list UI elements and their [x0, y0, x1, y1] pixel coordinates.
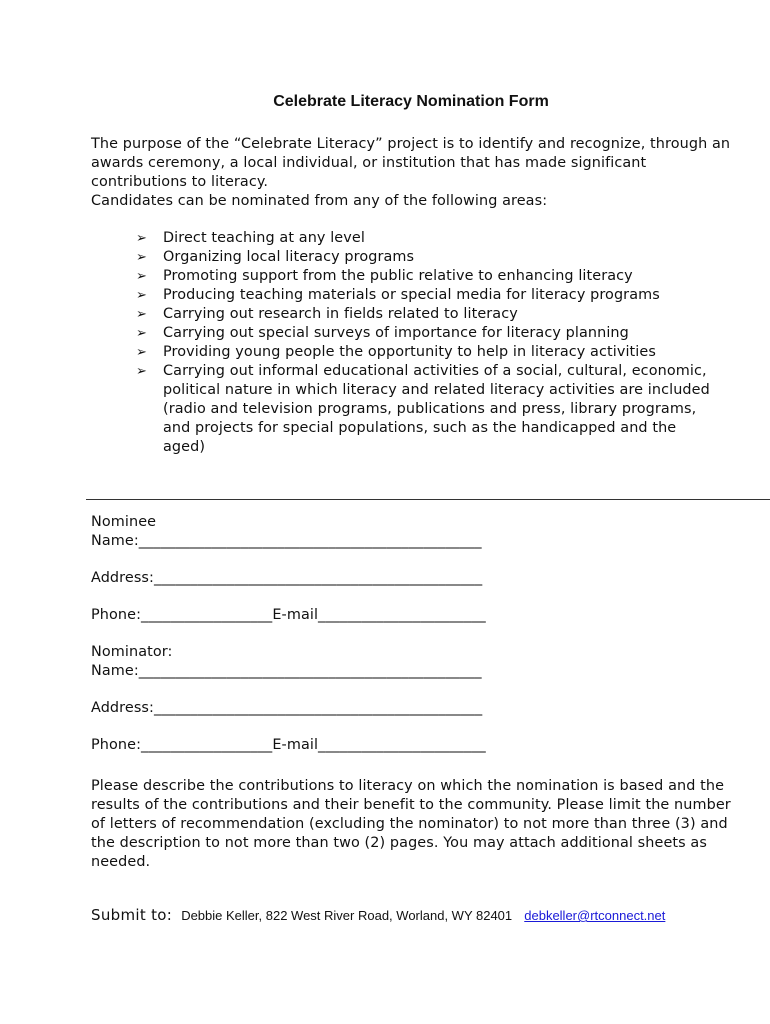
arrowhead-bullet-icon: ➢	[136, 307, 147, 322]
nominator-heading: Nominator:	[91, 644, 173, 660]
arrowhead-bullet-icon: ➢	[136, 269, 147, 284]
list-item	[136, 286, 716, 305]
list-item-text: Carrying out research in fields related to literacy	[163, 306, 518, 322]
list-item-text: Organizing local literacy programs	[163, 249, 415, 265]
arrowhead-bullet-icon: ➢	[136, 345, 147, 360]
nominee-name-field[interactable]: Name:_______________________________________________	[91, 533, 482, 549]
list-item-text: Promoting support from the public relative to enhancing literacy	[163, 268, 633, 284]
nominee-address-row	[91, 569, 751, 588]
arrowhead-bullet-icon: ➢	[136, 250, 147, 265]
nominator-address-field[interactable]: Address:_____________________________________________	[91, 700, 483, 716]
nominator-address-row	[91, 699, 751, 718]
list-item	[136, 267, 716, 286]
intro-section	[91, 135, 731, 211]
nominator-phone-email-field[interactable]: Phone:__________________E-mail_______________________	[91, 737, 486, 753]
list-item	[136, 305, 716, 324]
submit-label: Submit to:	[91, 906, 173, 924]
nominee-section	[91, 513, 751, 551]
submit-email-link[interactable]: debkeller@rtconnect.net	[524, 908, 666, 923]
purpose-text: The purpose of the “Celebrate Literacy” project is to identify and recognize, through an awards ceremony, a local individual, or institution that has made significant contributions to literacy.	[91, 136, 731, 190]
list-item-text: Carrying out informal educational activities of a social, cultural, economic, political nature in which literacy and related literacy activities are included (radio and television programs, publications and press, library programs, and projects for special populations, such as the handicapped and the aged)	[163, 363, 710, 455]
list-item	[136, 248, 716, 267]
nominator-section	[91, 643, 751, 681]
arrowhead-bullet-icon: ➢	[136, 326, 147, 341]
nomination-areas-list	[136, 229, 716, 457]
list-item-text: Carrying out special surveys of importance for literacy planning	[163, 325, 629, 341]
submit-address: Debbie Keller, 822 West River Road, Worland, WY 82401	[181, 908, 513, 923]
arrowhead-bullet-icon: ➢	[136, 231, 147, 246]
nominator-name-field[interactable]: Name:_______________________________________________	[91, 663, 482, 679]
form-fields	[91, 513, 751, 773]
submit-line	[91, 905, 665, 924]
arrowhead-bullet-icon: ➢	[136, 364, 147, 379]
section-divider	[86, 499, 770, 500]
list-item	[136, 343, 716, 362]
nominee-address-field[interactable]: Address:_____________________________________________	[91, 570, 483, 586]
list-item	[136, 324, 716, 343]
list-item-text: Providing young people the opportunity to help in literacy activities	[163, 344, 656, 360]
nominee-heading: Nominee	[91, 514, 157, 530]
nominator-phone-row	[91, 736, 751, 755]
list-item-text: Direct teaching at any level	[163, 230, 365, 246]
list-item	[136, 362, 716, 457]
nominee-phone-email-field[interactable]: Phone:__________________E-mail_______________________	[91, 607, 486, 623]
description-instructions: Please describe the contributions to literacy on which the nomination is based and the results of the contributions and their benefit to the community. Please limit the number of letters of recommendation (excluding the nominator) to not more than three (3) and the description to not more than two (2) pages. You may attach additional sheets as needed.	[91, 778, 731, 870]
form-title: Celebrate Literacy Nomination Form	[273, 93, 549, 110]
nominee-phone-row	[91, 606, 751, 625]
candidates-text: Candidates can be nominated from any of the following areas:	[91, 193, 548, 209]
list-item-text: Producing teaching materials or special media for literacy programs	[163, 287, 660, 303]
arrowhead-bullet-icon: ➢	[136, 288, 147, 303]
list-item	[136, 229, 716, 248]
